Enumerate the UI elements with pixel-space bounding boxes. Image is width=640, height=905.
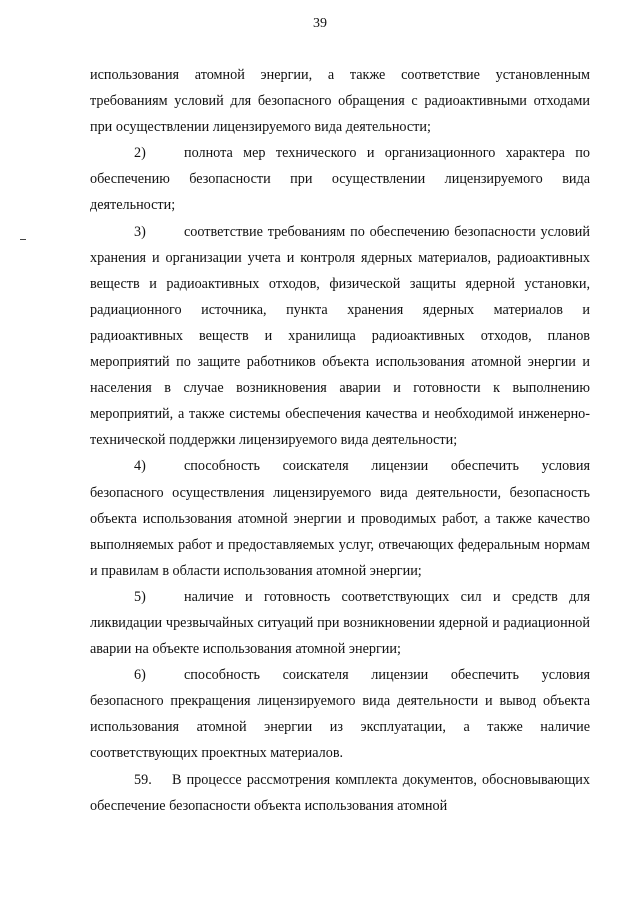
list-item-number: 4) [134, 458, 146, 475]
list-item-5 [90, 584, 590, 662]
list-item-number: 6) [134, 667, 146, 684]
page-number: 39 [313, 16, 327, 31]
list-item-3 [90, 219, 590, 454]
list-item-4 [90, 453, 590, 583]
paragraph-text: использования атомной энергии, а также соответствие установленным требованиям условий для безопасного обращения с радиоактивными отходами при осуществлении лицензируемого вида деятельности; [90, 67, 590, 136]
list-item-6 [90, 662, 590, 766]
margin-mark [20, 239, 26, 240]
paragraph-continuation [90, 62, 590, 140]
document-body [90, 62, 590, 819]
list-item-number: 5) [134, 588, 146, 605]
list-item-text: наличие и готовность соответствующих сил и средств для ликвидации чрезвычайных ситуаций при возникновении ядерной и радиационной аварии на объекте использования атомной энергии; [90, 588, 590, 658]
list-item-text: соответствие требованиям по обеспечению безопасности условий хранения и организации учета и контроля ядерных материалов, радиоактивных веществ и радиоактивных отходов, физической защиты ядерной установки, радиационного источника, пункта хранения ядерных материалов и радиоактивных веществ и хранилища радиоактивных отходов, планов мероприятий по защите работников объекта использования атомной энергии и населения в случае возникновения аварии и готовности к выполнению мероприятий, а также системы обеспечения качества и необходимой инженерно-технической поддержки лицензируемого вида деятельности; [90, 223, 590, 449]
list-item-text: способность соискателя лицензии обеспечить условия безопасного осуществления лицензируемого вида деятельности, безопасность объекта использования атомной энергии и проводимых работ, а также качество выполняемых работ и предоставляемых услуг, отвечающих федеральным нормам и правилам в области использования атомной энергии; [90, 458, 590, 579]
list-item-text: полнота мер технического и организационного характера по обеспечению безопасности при осуществлении лицензируемого вида деятельности; [90, 145, 590, 214]
list-item-number: 2) [134, 145, 146, 162]
clause-number: 59. [134, 771, 152, 788]
list-item-number: 3) [134, 223, 146, 240]
list-item-text: способность соискателя лицензии обеспечить условия безопасного прекращения лицензируемого вида деятельности и вывод объекта использования атомной энергии из эксплуатации, а также наличие соответствующих проектных материалов. [90, 667, 590, 762]
clause-59 [90, 767, 590, 819]
clause-text: В процессе рассмотрения комплекта документов, обосновывающих обеспечение безопасности объекта использования атомной [90, 771, 590, 814]
list-item-2 [90, 140, 590, 218]
